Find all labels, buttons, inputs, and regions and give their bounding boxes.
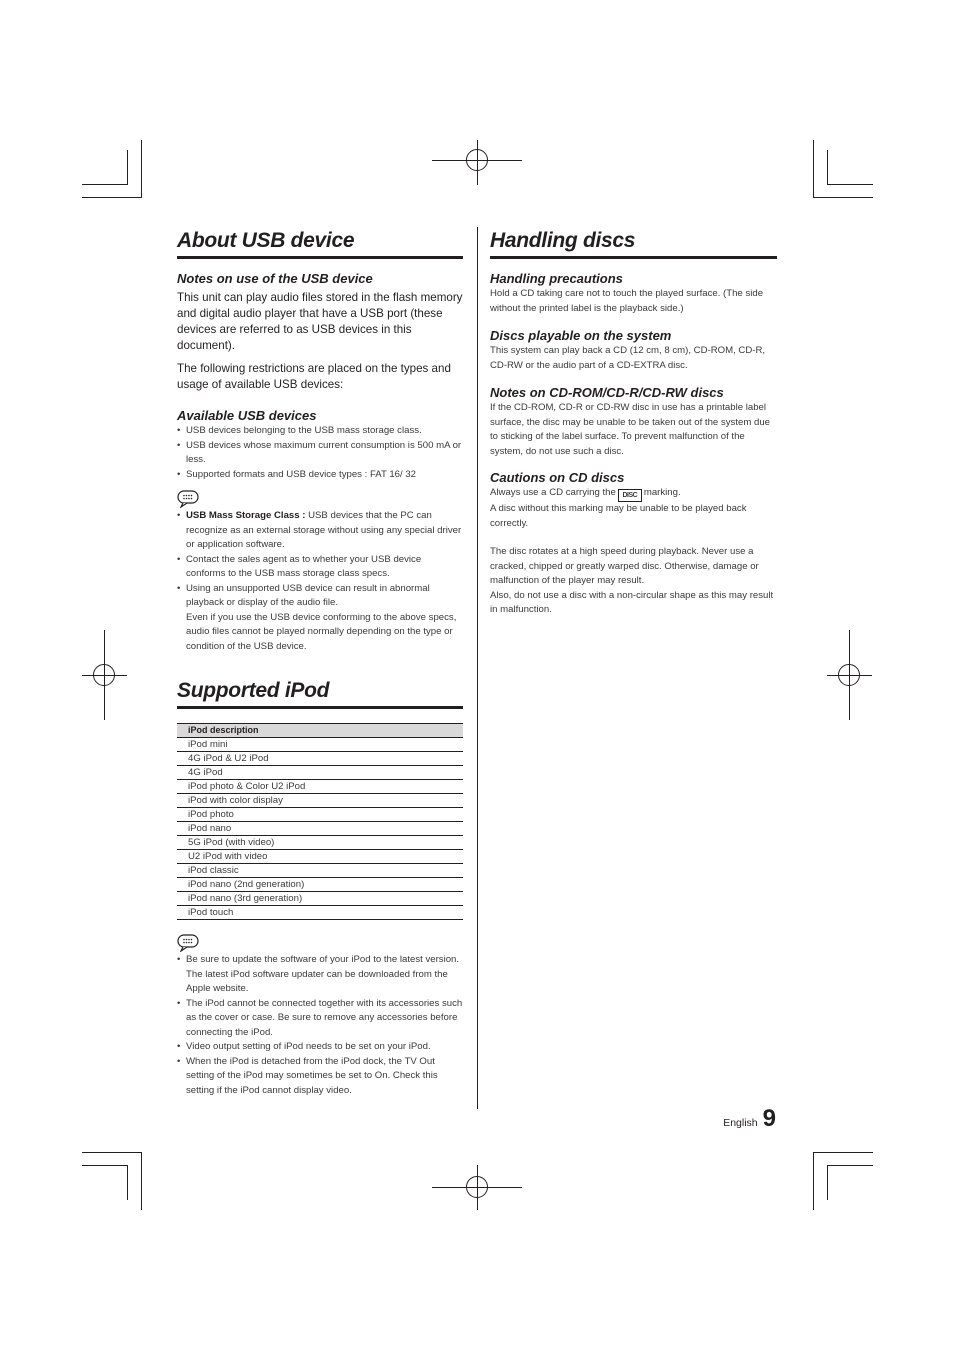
ipod-notes-list: [177, 953, 463, 1098]
cautions-marking-note: A disc without this marking may be unable to be played back correctly.: [490, 503, 747, 529]
list-item: • Contact the sales agent as to whether your USB device conforms to the USB mass storage class specs.: [177, 553, 463, 582]
compact-disc-logo-icon: DISC: [618, 489, 642, 502]
table-row: iPod nano: [177, 822, 463, 836]
cautions-rotation-text: The disc rotates at a high speed during playback. Never use a cracked, chipped or greatly warped disc. Otherwise, damage or malfunction of the player may result.: [490, 546, 759, 586]
cdrom-notes-text: If the CD-ROM, CD-R or CD-RW disc in use has a printable label surface, the disc may be unable to be taken out of the system due to sticking of the label surface. To prevent malfunction of the system, do not use such a disc.: [490, 402, 770, 457]
usb-section-title: About USB device: [177, 228, 463, 259]
list-item: • USB devices whose maximum current consumption is 500 mA or less.: [177, 439, 463, 468]
cautions-marking-text: Always use a CD carrying the DISC marking.: [490, 486, 777, 502]
ipod-section: [177, 678, 463, 1098]
table-row: 4G iPod & U2 iPod: [177, 752, 463, 766]
list-item: • USB devices belonging to the USB mass storage class.: [177, 424, 463, 439]
cdrom-notes-heading: Notes on CD-ROM/CD-R/CD-RW discs: [490, 385, 724, 400]
table-row: U2 iPod with video: [177, 850, 463, 864]
table-row: iPod touch: [177, 906, 463, 920]
usb-restrictions-paragraph: The following restrictions are placed on the types and usage of available USB devices:: [177, 362, 451, 391]
usb-notes-heading: Notes on use of the USB device: [177, 271, 373, 286]
playable-heading: Discs playable on the system: [490, 328, 672, 343]
cautions-heading: Cautions on CD discs: [490, 470, 625, 485]
unsupported-text: • Using an unsupported USB device can result in abnormal playback or display of the audio file.: [186, 582, 430, 608]
table-row: 4G iPod: [177, 766, 463, 780]
table-row: iPod with color display: [177, 794, 463, 808]
available-devices-list: [177, 424, 463, 482]
storage-class-text: USB devices that the PC can recognize as an external storage without using any special driver or application software.: [186, 510, 462, 550]
table-row: iPod nano (2nd generation): [177, 878, 463, 892]
table-row: iPod photo: [177, 808, 463, 822]
note-icon: [177, 490, 463, 508]
discs-section: [490, 228, 777, 618]
list-item: • Video output setting of iPod needs to be set on your iPod.: [177, 1040, 463, 1055]
discs-section-title: Handling discs: [490, 228, 777, 259]
list-item: • Supported formats and USB device types : FAT 16/ 32: [177, 468, 463, 483]
table-row: iPod nano (3rd generation): [177, 892, 463, 906]
usb-section: [177, 228, 463, 654]
storage-class-label: USB Mass Storage Class :: [186, 510, 306, 521]
table-row: iPod photo & Color U2 iPod: [177, 780, 463, 794]
precautions-heading: Handling precautions: [490, 271, 623, 286]
cautions-shape-text: Also, do not use a disc with a non-circular shape as this may result in malfunction.: [490, 589, 774, 615]
list-item: [177, 582, 463, 655]
table-row: iPod classic: [177, 864, 463, 878]
precautions-text: Hold a CD taking care not to touch the played surface. (The side without the printed label is the playback side.): [490, 288, 764, 314]
right-column: [490, 228, 777, 618]
note-icon: [177, 934, 463, 952]
footer-language: English: [723, 1117, 758, 1129]
table-row: iPod mini: [177, 738, 463, 752]
table-header: iPod description: [177, 724, 463, 738]
list-item: [177, 509, 463, 553]
table-row: 5G iPod (with video): [177, 836, 463, 850]
page-number: 9: [762, 1105, 776, 1132]
available-devices-heading: Available USB devices: [177, 408, 317, 423]
left-column: [177, 228, 463, 1098]
playable-text: This system can play back a CD (12 cm, 8 cm), CD-ROM, CD-R, CD-RW or the audio part of a CD-EXTRA disc.: [490, 345, 766, 371]
unsupported-continued: Even if you use the USB device conforming to the above specs, audio files cannot be played normally depending on the type or condition of the USB device.: [186, 611, 457, 652]
column-divider: [477, 227, 478, 1109]
ipod-table: [177, 723, 463, 920]
ipod-section-title: Supported iPod: [177, 678, 463, 709]
usb-tips-list: [177, 509, 463, 654]
list-item: • When the iPod is detached from the iPod dock, the TV Out setting of the iPod may sometimes be set to On. Check this setting if the iPod cannot display video.: [177, 1055, 463, 1099]
usb-notes-paragraph: This unit can play audio files stored in the flash memory and digital audio player that have a USB port (these devices are referred to as USB devices in this document).: [177, 291, 463, 352]
page-footer: [723, 1105, 776, 1133]
list-item: • Be sure to update the software of your iPod to the latest version. The latest iPod software updater can be downloaded from the Apple website.: [177, 953, 463, 997]
list-item: • The iPod cannot be connected together with its accessories such as the cover or case. Be sure to remove any accessories before connecting the iPod.: [177, 997, 463, 1041]
